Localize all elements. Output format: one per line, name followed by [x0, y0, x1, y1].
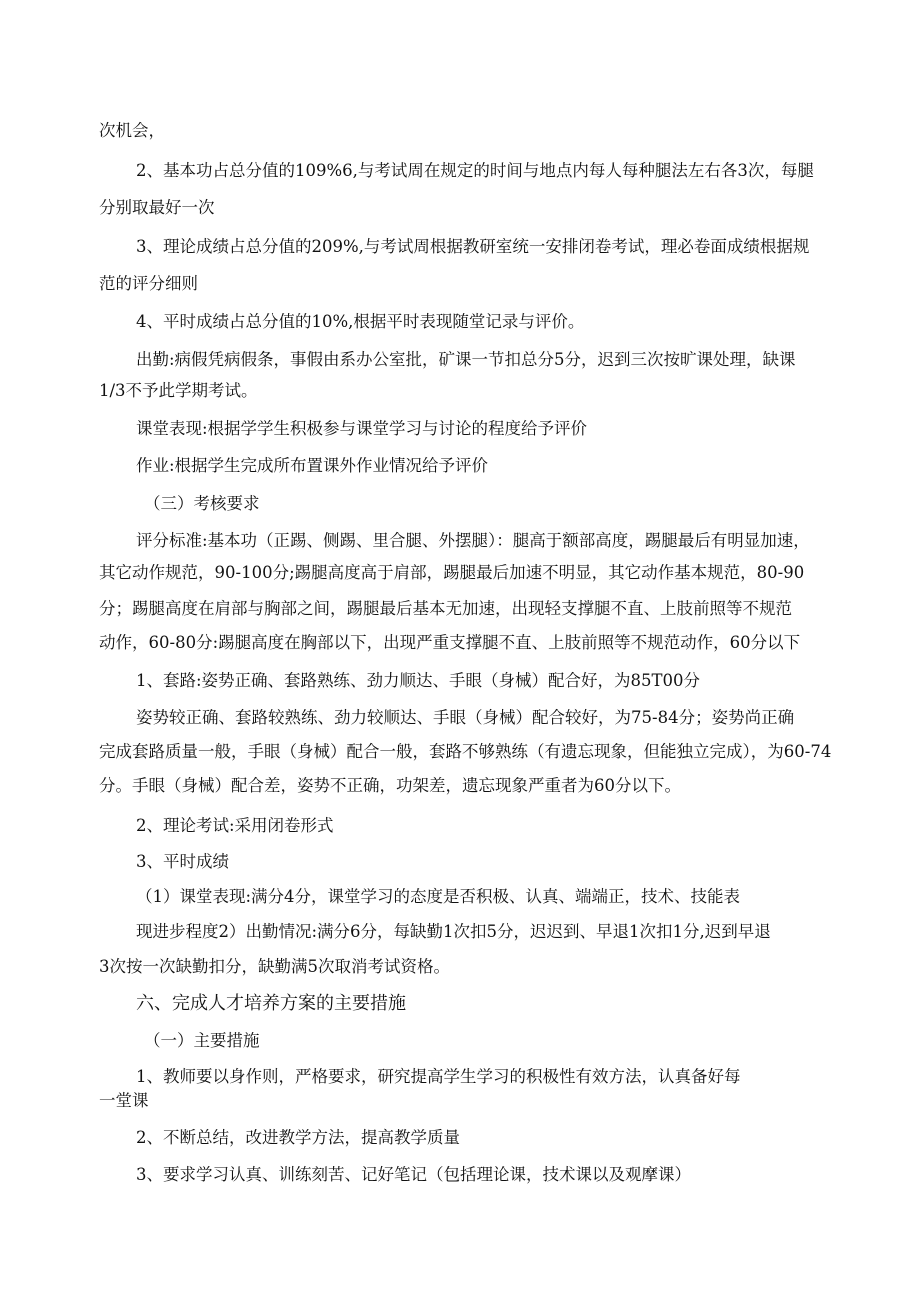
text-line: 课堂表现:根据学学生积极参与课堂学习与讨论的程度给予评价: [136, 419, 588, 438]
text-line: 其它动作规范，90-100分;踢腿高度高于肩部，踢腿最后加速不明显，其它动作基本规范，80-90: [99, 563, 805, 582]
text-line: 动作，60-80分:踢腿高度在胸部以下，出现严重支撑腿不直、上肢前照等不规范动作，60分以下: [99, 633, 801, 652]
text-line: 分。手眼（身械）配合差，姿势不正确，功架差，遗忘现象严重者为60分以下。: [99, 776, 681, 795]
text-line: 现进步程度2）出勤情况:满分6分，每缺勤1次扣5分，迟迟到、早退1次扣1分,迟到早退: [136, 922, 771, 941]
text-line: 完成套路质量一般，手眼（身械）配合一般，套路不够熟练（有遗忘现象，但能独立完成），为60-74: [99, 742, 832, 761]
text-line: 1/3不予此学期考试。: [99, 381, 258, 400]
text-line: （1）课堂表现:满分4分，课堂学习的态度是否积极、认真、端端正，技术、技能表: [136, 887, 741, 906]
text-line: 2、基本功占总分值的109%6,与考试周在规定的时间与地点内每人每种腿法左右各3次，每腿: [136, 161, 814, 180]
text-line: 出勤:病假凭病假条，事假由系办公室批，矿课一节扣总分5分，迟到三次按旷课处理，缺课: [136, 350, 796, 369]
text-line: 分；踢腿高度在肩部与胸部之间，踢腿最后基本无加速，出现轻支撑腿不直、上肢前照等不规范: [99, 599, 792, 618]
text-line: 分别取最好一次: [99, 198, 215, 217]
text-line: 2、理论考试:采用闭卷形式: [136, 816, 334, 835]
text-line: 3、理论成绩占总分值的209%,与考试周根据教研室统一安排闭卷考试，理必卷面成绩根据规: [136, 237, 810, 256]
section-heading: （一）主要措施: [144, 1031, 260, 1050]
text-line: 范的评分细则: [99, 274, 198, 293]
text-line: 一堂课: [99, 1091, 149, 1110]
text-line: 评分标准:基本功（正踢、侧踢、里合腿、外摆腿）：腿高于额部高度，踢腿最后有明显加速，: [136, 531, 810, 550]
text-line: 1、套路:姿势正确、套路熟练、劲力顺达、手眼（身械）配合好，为85T00分: [136, 671, 701, 690]
text-line: 次机会，: [99, 121, 165, 140]
text-line: 1、教师要以身作则，严格要求，研究提高学生学习的积极性有效方法，认真备好每: [136, 1067, 741, 1086]
section-heading: 六、完成人才培养方案的主要措施: [136, 993, 406, 1014]
text-line: 作业:根据学生完成所布置课外作业情况给予评价: [136, 456, 489, 475]
text-line: 3、要求学习认真、训练刻苦、记好笔记（包括理论课，技术课以及观摩课）: [136, 1165, 691, 1184]
text-line: 3次按一次缺勤扣分，缺勤满5次取消考试资格。: [99, 957, 450, 976]
text-line: 3、平时成绩: [136, 852, 229, 871]
text-line: 姿势较正确、套路较熟练、劲力较顺达、手眼（身械）配合较好，为75-84分；姿势尚正确: [136, 708, 795, 727]
text-line: 2、不断总结，改进教学方法，提高教学质量: [136, 1128, 460, 1147]
section-heading: （三）考核要求: [144, 494, 260, 513]
text-line: 4、平时成绩占总分值的10%,根据平时表现随堂记录与评价。: [136, 312, 585, 331]
